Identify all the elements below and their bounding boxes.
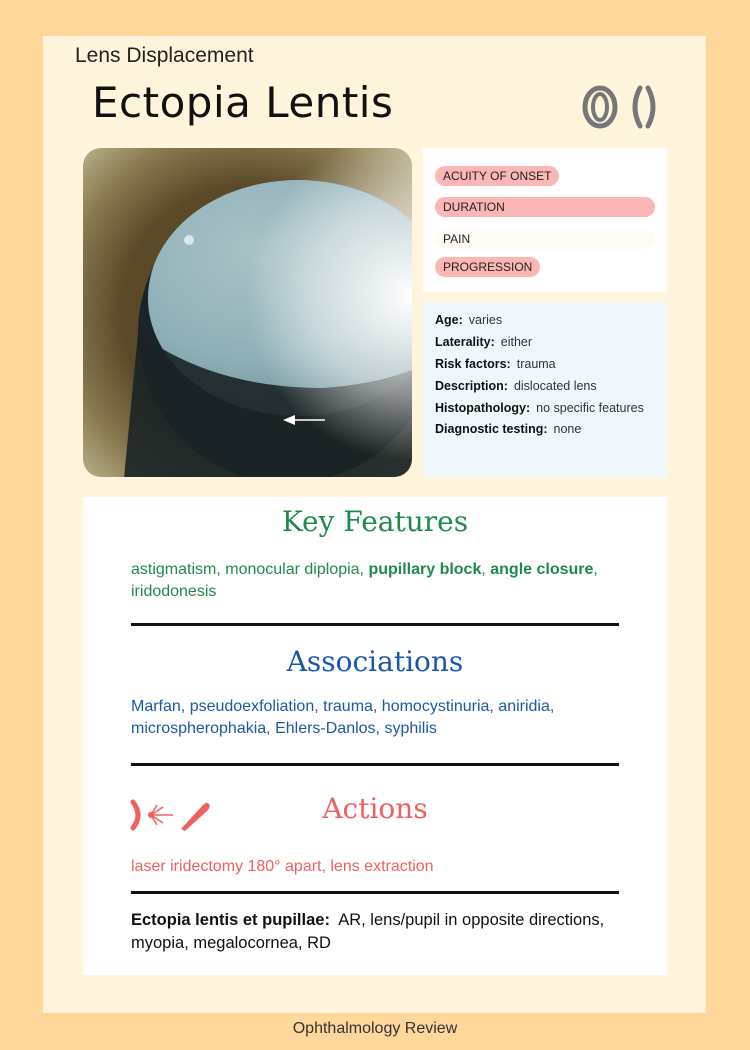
- eye-lens-icon: [582, 84, 658, 130]
- info-row-age: Age: varies: [435, 313, 503, 327]
- actions-text: laser iridectomy 180° apart, lens extraction: [131, 858, 434, 875]
- note-text: Ectopia lentis et pupillae: AR, lens/pupil in opposite directions, myopia, megalocornea, RD: [131, 911, 605, 952]
- info-row-description: Description: dislocated lens: [435, 379, 597, 393]
- onset-item-duration: DURATION: [435, 197, 655, 217]
- info-panel: [423, 302, 667, 477]
- divider: [131, 763, 619, 766]
- page-title: Ectopia Lentis: [92, 78, 394, 127]
- page-subtitle: Lens Displacement: [75, 44, 254, 67]
- divider: [131, 623, 619, 626]
- associations-text: Marfan, pseudoexfoliation, trauma, homocystinuria, aniridia, microspherophakia, Ehlers-Danlos, syphilis: [131, 698, 555, 737]
- key-features-title: Key Features: [281, 505, 469, 538]
- footer-text: Ophthalmology Review: [292, 1020, 458, 1037]
- clinical-photo: [83, 148, 412, 477]
- info-row-laterality: Laterality: either: [435, 335, 533, 349]
- actions-title: Actions: [322, 792, 428, 825]
- divider: [131, 891, 619, 894]
- onset-item-acuity: ACUITY OF ONSET: [435, 166, 559, 186]
- info-row-diagnostic-testing: Diagnostic testing: none: [435, 422, 582, 436]
- info-row-risk-factors: Risk factors: trauma: [435, 357, 556, 371]
- onset-item-pain: PAIN: [435, 229, 655, 249]
- onset-item-progression: PROGRESSION: [435, 257, 540, 277]
- info-row-histopathology: Histopathology: no specific features: [435, 401, 644, 415]
- key-features-text: astigmatism, monocular diplopia, pupillary block, angle closure, iridodonesis: [131, 561, 598, 600]
- onset-panel: [423, 148, 667, 292]
- main-panel: [83, 497, 667, 975]
- associations-title: Associations: [286, 645, 464, 678]
